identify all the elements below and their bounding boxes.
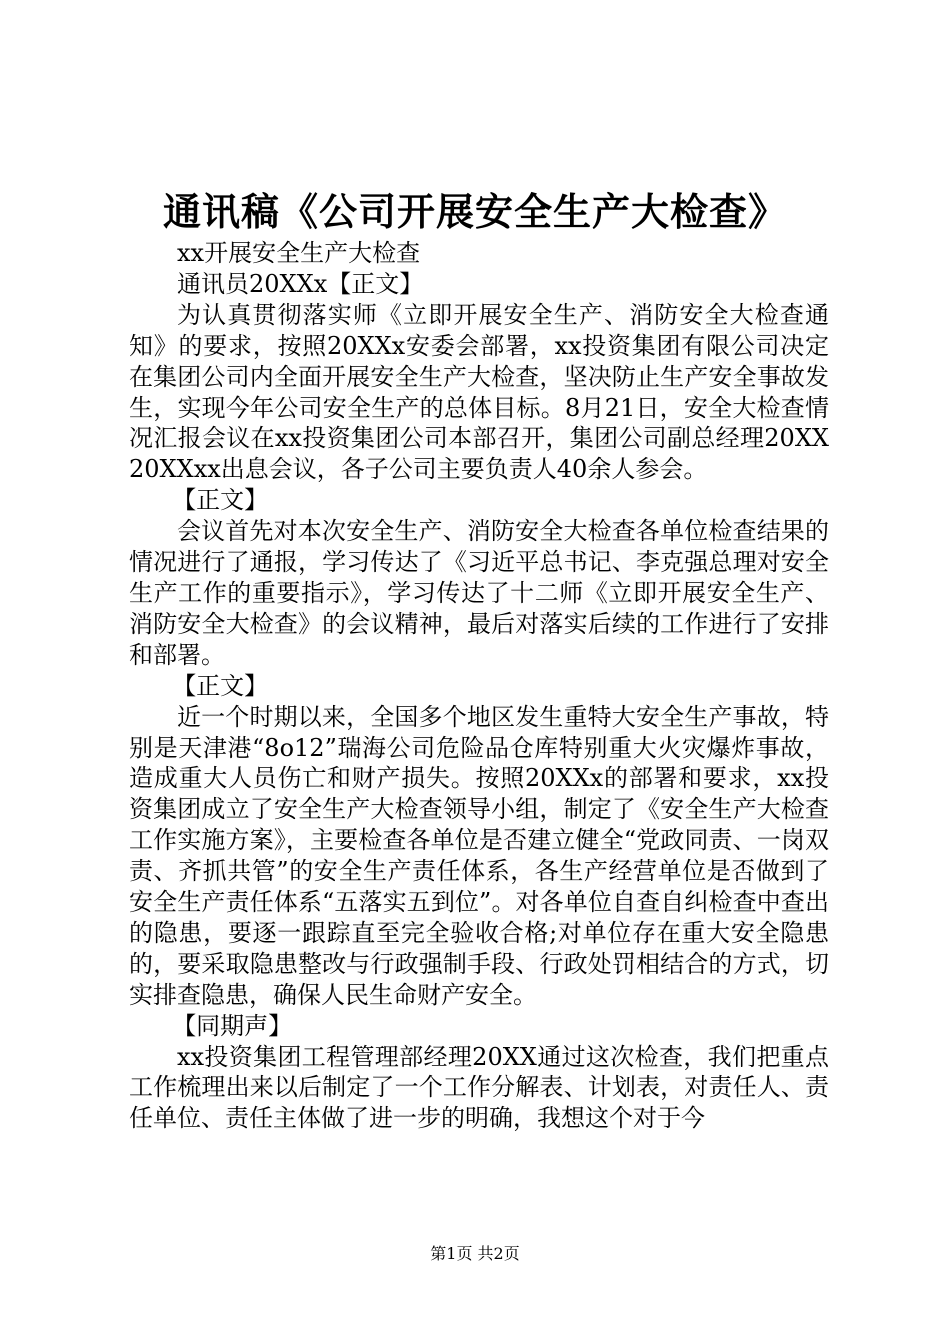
paragraph-headline: xx开展安全生产大检查 (177, 239, 421, 267)
document-body (129, 238, 829, 1134)
page-footer: 第1页 共2页 (430, 1244, 520, 1263)
paragraph: 为认真贯彻落实师《立即开展安全生产、消防安全大检查通知》的要求，按照20XXx安委会部署，xx投资集团有限公司决定在集团公司内全面开展安全生产大检查，坚决防止生产安全事故发生，实现今年公司安全生产的总体目标。8月21日，安全大检查情况汇报会议在xx投资集团公司本部召开，集团公司副总经理20XX20XXxx出息会议，各子公司主要负责人40余人参会。 (129, 300, 829, 484)
section-marker: 【同期声】 (172, 1011, 293, 1040)
document-title: 通讯稿《公司开展安全生产大检查》 (162, 190, 787, 234)
paragraph: 近一个时期以来，全国多个地区发生重特大安全生产事故，特别是天津港“8o12”瑞海公司危险品仓库特别重大火灾爆炸事故，造成重大人员伤亡和财产损失。按照20XXx的部署和要求，xx投资集团成立了安全生产大检查领导小组，制定了《安全生产大检查工作实施方案》，主要检查各单位是否建立健全“党政同责、一岗双责、齐抓共管”的安全生产责任体系，各生产经营单位是否做到了安全生产责任体系“五落实五到位”。对各单位自查自纠检查中查出的隐患，要逐一跟踪直至完全验收合格;对单位存在重大安全隐患的，要采取隐患整改与行政强制手段、行政处罚相结合的方式，切实排查隐患，确保人民生命财产安全。 (129, 702, 829, 1009)
paragraph-byline: 通讯员20XXx【正文】 (177, 269, 424, 298)
section-marker: 【正文】 (172, 486, 269, 515)
paragraph: 会议首先对本次安全生产、消防安全大检查各单位检查结果的情况进行了通报，学习传达了《习近平总书记、李克强总理对安全生产工作的重要指示》，学习传达了十二师《立即开展安全生产、消防安全大检查》的会议精神，最后对落实后续的工作进行了安排和部署。 (129, 517, 829, 669)
section-marker: 【正文】 (172, 671, 269, 700)
paragraph: xx投资集团工程管理部经理20XX通过这次检查，我们把重点工作梳理出来以后制定了一个工作分解表、计划表，对责任人、责任单位、责任主体做了进一步的明确，我想这个对于今 (129, 1042, 829, 1133)
